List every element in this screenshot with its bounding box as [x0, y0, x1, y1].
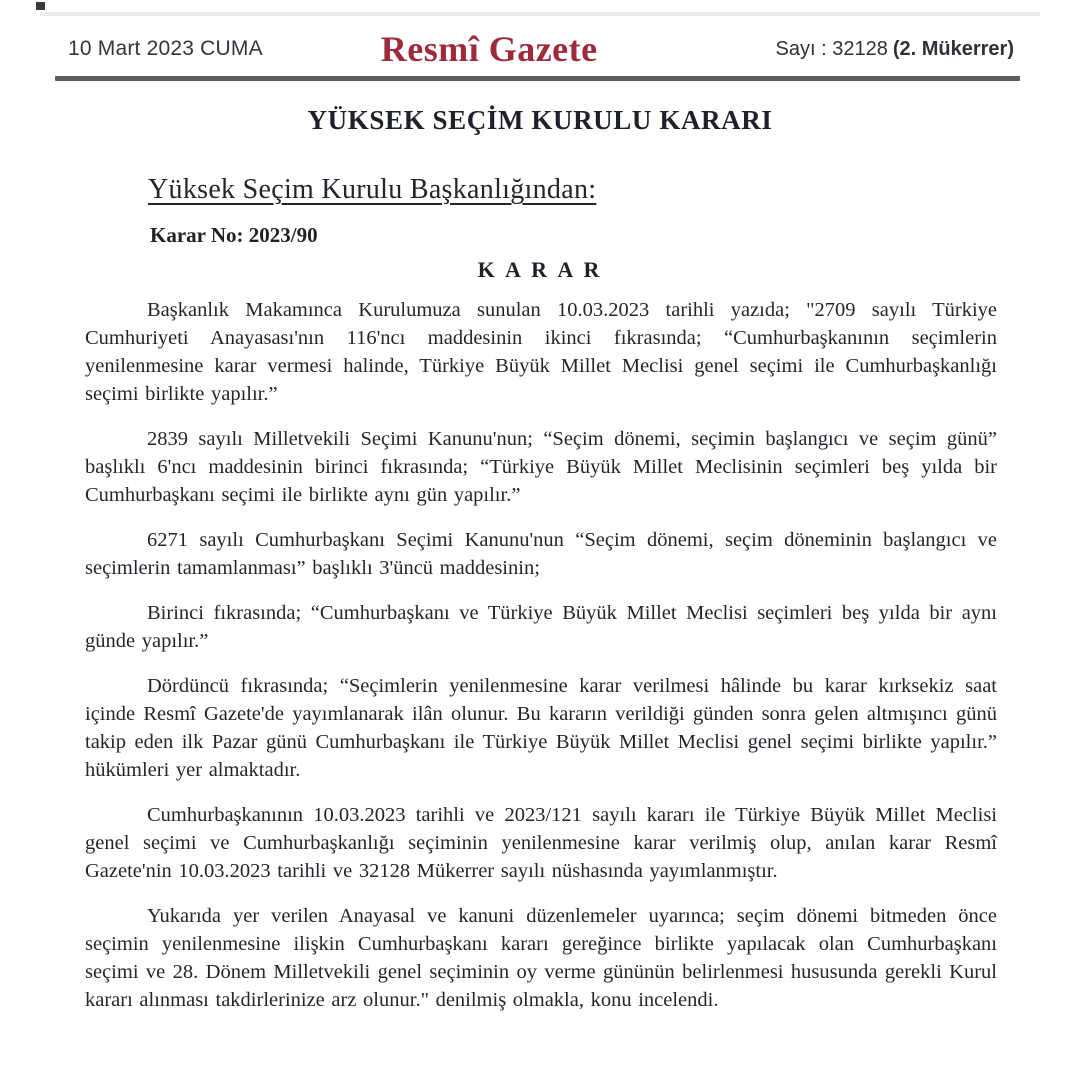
decision-body [60, 296, 1020, 1014]
gazette-date: 10 Mart 2023 CUMA [68, 37, 263, 60]
paragraph-basvuru: Başkanlık Makamınca Kurulumuza sunulan 10.03.2023 tarihli yazıda; "2709 sayılı Türkiye Cumhuriyeti Anayasası'nın 116'ncı maddesinin ikinci fıkrasında; “Cumhurbaşkanının seçimlerin yenilenmesine karar vermesi halinde, Türkiye Büyük Millet Meclisi genel seçimi ile Cumhurbaşkanlığı seçimi birlikte yapılır.” [85, 299, 997, 405]
paragraph-kanun-6271: 6271 sayılı Cumhurbaşkanı Seçimi Kanunu'nun “Seçim dönemi, seçim döneminin başlangıcı ve seçimlerin tamamlanması” başlıklı 3'üncü maddesinin; [85, 529, 997, 579]
paragraph-cumhurbaskani-karari: Cumhurbaşkanının 10.03.2023 tarihli ve 2023/121 sayılı kararı ile Türkiye Büyük Millet Meclisi genel seçimi ve Cumhurbaşkanlığı seçiminin yenilenmesine karar verilmiş olup, anılan karar Resmî Gazete'nin 10.03.2023 tarihli ve 32128 Mükerrer sayılı nüshasında yayımlanmıştır. [85, 804, 997, 882]
gazette-title: Resmî Gazete [380, 29, 598, 69]
decision-heading: K A R A R [477, 257, 603, 282]
gazette-issue-number [776, 38, 1014, 61]
scan-corner-mark [36, 2, 45, 10]
paragraph-birinci-fikra: Birinci fıkrasında; “Cumhurbaşkanı ve Türkiye Büyük Millet Meclisi seçimleri beş yılda bir aynı günde yapılır.” [85, 602, 997, 652]
paragraph-kanun-2839: 2839 sayılı Milletvekili Seçimi Kanunu'nun; “Seçim dönemi, seçimin başlangıcı ve seçim günü” başlıklı 6'ncı maddesinin birinci fıkrasında; “Türkiye Büyük Millet Meclisinin seçimleri beş yılda bir Cumhurbaşkanı seçimi ile birlikte aynı gün yapılır.” [85, 428, 997, 506]
authority-heading: Yüksek Seçim Kurulu Başkanlığından: [148, 174, 597, 205]
gazette-header [60, 0, 1020, 74]
decision-number: Karar No: 2023/90 [150, 223, 318, 247]
document-main-title: YÜKSEK SEÇİM KURULU KARARI [307, 105, 773, 135]
issue-label: Sayı : 32128 [775, 37, 888, 60]
header-divider-rule [55, 76, 1020, 81]
issue-mukerrer-label: (2. Mükerrer) [892, 37, 1014, 60]
paragraph-sonuc: Yukarıda yer verilen Anayasal ve kanuni düzenlemeler uyarınca; seçim dönemi bitmeden önce seçimin yenilenmesine ilişkin Cumhurbaşkanı kararı gereğince birlikte yapılacak olan Cumhurbaşkanı seçimi ve 28. Dönem Milletvekili genel seçiminin oy verme gününün belirlenmesi hususunda gerekli Kurul kararı alınması takdirlerinize arz olunur." denilmiş olmakla, konu incelendi. [85, 905, 997, 1011]
paragraph-dorduncu-fikra: Dördüncü fıkrasında; “Seçimlerin yenilenmesine karar verilmesi hâlinde bu karar kırksekiz saat içinde Resmî Gazete'de yayımlanarak ilân olunur. Bu kararın verildiği günden sonra gelen altmışıncı günü takip eden ilk Pazar günü Cumhurbaşkanı ile Türkiye Büyük Millet Meclisi genel seçimi birlikte yapılır.” hükümleri yer almaktadır. [85, 675, 997, 781]
gazette-page [60, 0, 1020, 1014]
